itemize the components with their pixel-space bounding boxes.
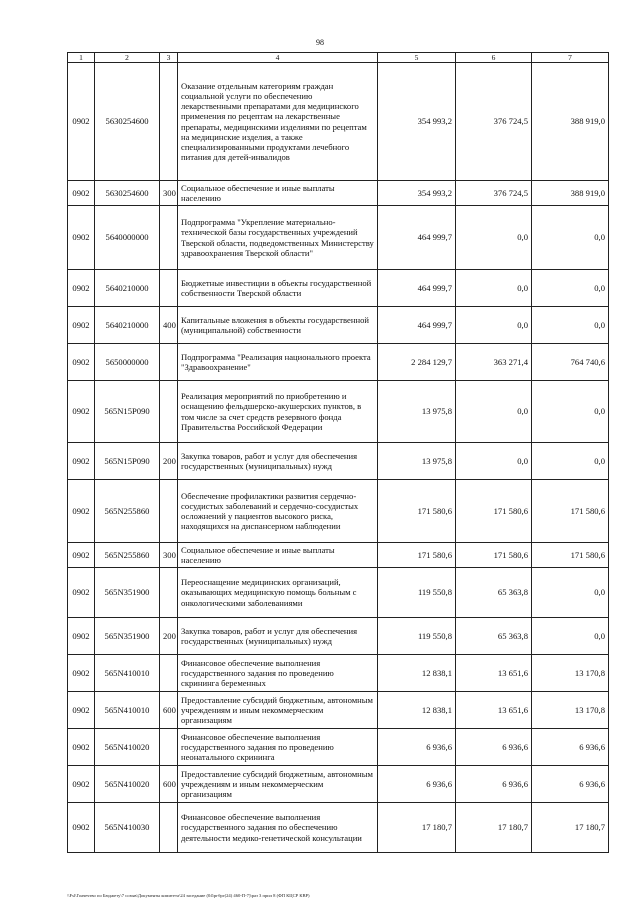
table-row — [68, 344, 609, 381]
table-row — [68, 766, 609, 803]
header-cell: 4 — [178, 53, 378, 63]
amount-year1-cell: 354 993,2 — [378, 63, 456, 181]
amount-year3-cell: 0,0 — [532, 618, 609, 655]
amount-year3-cell: 388 919,0 — [532, 181, 609, 206]
amount-year1-cell: 17 180,7 — [378, 803, 456, 853]
amount-year2-cell: 13 651,6 — [456, 655, 532, 692]
amount-year3-cell: 13 170,8 — [532, 655, 609, 692]
expense-type-cell — [160, 480, 178, 543]
description-cell: Закупка товаров, работ и услуг для обеспечения государственных (муниципальных) нужд — [178, 443, 378, 480]
header-cell: 3 — [160, 53, 178, 63]
expense-type-cell: 300 — [160, 181, 178, 206]
description-cell: Финансовое обеспечение выполнения государственного задания по проведению неонатального скрининга — [178, 729, 378, 766]
amount-year3-cell: 0,0 — [532, 443, 609, 480]
amount-year3-cell: 171 580,6 — [532, 543, 609, 568]
table-row — [68, 307, 609, 344]
target-code-cell: 5640210000 — [95, 270, 160, 307]
target-code-cell: 565N351900 — [95, 568, 160, 618]
description-cell: Капитальные вложения в объекты государственной (муниципальной) собственности — [178, 307, 378, 344]
section-cell: 0902 — [68, 381, 95, 443]
expense-type-cell: 400 — [160, 307, 178, 344]
description-cell: Оказание отдельным категориям граждан социальной услуги по обеспечению лекарственными препаратами для медицинского применения по рецептам на лекарственные препараты, медицинскими изделиями по рецептам на медицинские изделия, а также специализированными продуктами лечебного питания для детей-инвалидов — [178, 63, 378, 181]
section-cell: 0902 — [68, 766, 95, 803]
amount-year2-cell: 65 363,8 — [456, 568, 532, 618]
expense-type-cell — [160, 729, 178, 766]
expense-type-cell — [160, 381, 178, 443]
amount-year2-cell: 0,0 — [456, 443, 532, 480]
description-cell: Социальное обеспечение и иные выплаты населению — [178, 543, 378, 568]
description-cell: Финансовое обеспечение выполнения государственного задания по обеспечению деятельности медико-генетической консультации — [178, 803, 378, 853]
amount-year1-cell: 13 975,8 — [378, 381, 456, 443]
amount-year2-cell: 17 180,7 — [456, 803, 532, 853]
amount-year3-cell: 6 936,6 — [532, 729, 609, 766]
expense-type-cell — [160, 344, 178, 381]
amount-year1-cell: 119 550,8 — [378, 568, 456, 618]
section-cell: 0902 — [68, 206, 95, 270]
table-row — [68, 181, 609, 206]
expense-type-cell: 600 — [160, 766, 178, 803]
description-cell: Переоснащение медицинских организаций, оказывающих медицинскую помощь больным с онкологическими заболеваниями — [178, 568, 378, 618]
table-header-row — [68, 53, 609, 63]
amount-year2-cell: 0,0 — [456, 206, 532, 270]
amount-year3-cell: 17 180,7 — [532, 803, 609, 853]
target-code-cell: 565N351900 — [95, 618, 160, 655]
description-cell: Подпрограмма "Реализация национального проекта "Здравоохранение" — [178, 344, 378, 381]
amount-year2-cell: 376 724,5 — [456, 63, 532, 181]
amount-year2-cell: 6 936,6 — [456, 766, 532, 803]
amount-year1-cell: 464 999,7 — [378, 307, 456, 344]
table-row — [68, 63, 609, 181]
amount-year3-cell: 0,0 — [532, 381, 609, 443]
table-row — [68, 692, 609, 729]
target-code-cell: 565N15P090 — [95, 381, 160, 443]
table-row — [68, 618, 609, 655]
amount-year3-cell: 764 740,6 — [532, 344, 609, 381]
table-row — [68, 480, 609, 543]
description-cell: Предоставление субсидий бюджетным, автономным учреждениям и иным некоммерческим организациям — [178, 692, 378, 729]
table-row — [68, 543, 609, 568]
description-cell: Реализация мероприятий по приобретению и оснащению фельдшерско-акушерских пунктов, в том числе за счет средств резервного фонда Правительства Российской Федерации — [178, 381, 378, 443]
section-cell: 0902 — [68, 63, 95, 181]
section-cell: 0902 — [68, 655, 95, 692]
expense-type-cell: 200 — [160, 443, 178, 480]
footer-file-path: \\Fsl\Гоачечтво по Бюджету\7 созыв\Документы комитета\24 заседание (04\ргбрг(24) 460-П-7)\раз 3 прил 8 (ФП КЦСР КВР) — [67, 893, 310, 898]
amount-year2-cell: 65 363,8 — [456, 618, 532, 655]
section-cell: 0902 — [68, 480, 95, 543]
target-code-cell: 565N410010 — [95, 692, 160, 729]
amount-year3-cell: 388 919,0 — [532, 63, 609, 181]
section-cell: 0902 — [68, 568, 95, 618]
amount-year1-cell: 171 580,6 — [378, 480, 456, 543]
expense-type-cell — [160, 63, 178, 181]
target-code-cell: 5630254600 — [95, 181, 160, 206]
amount-year1-cell: 354 993,2 — [378, 181, 456, 206]
amount-year1-cell: 13 975,8 — [378, 443, 456, 480]
amount-year2-cell: 0,0 — [456, 381, 532, 443]
page-number: 98 — [316, 38, 324, 47]
amount-year3-cell: 13 170,8 — [532, 692, 609, 729]
amount-year3-cell: 0,0 — [532, 568, 609, 618]
expense-type-cell — [160, 655, 178, 692]
header-cell: 6 — [456, 53, 532, 63]
section-cell: 0902 — [68, 443, 95, 480]
expense-type-cell: 200 — [160, 618, 178, 655]
amount-year2-cell: 171 580,6 — [456, 480, 532, 543]
amount-year2-cell: 171 580,6 — [456, 543, 532, 568]
amount-year1-cell: 6 936,6 — [378, 729, 456, 766]
target-code-cell: 565N15P090 — [95, 443, 160, 480]
expense-type-cell — [160, 803, 178, 853]
table-row — [68, 729, 609, 766]
expense-type-cell — [160, 206, 178, 270]
amount-year2-cell: 13 651,6 — [456, 692, 532, 729]
amount-year3-cell: 171 580,6 — [532, 480, 609, 543]
amount-year1-cell: 6 936,6 — [378, 766, 456, 803]
amount-year1-cell: 12 838,1 — [378, 692, 456, 729]
target-code-cell: 565N410010 — [95, 655, 160, 692]
amount-year1-cell: 464 999,7 — [378, 270, 456, 307]
target-code-cell: 565N255860 — [95, 480, 160, 543]
amount-year1-cell: 2 284 129,7 — [378, 344, 456, 381]
amount-year2-cell: 363 271,4 — [456, 344, 532, 381]
amount-year1-cell: 12 838,1 — [378, 655, 456, 692]
table-row — [68, 655, 609, 692]
amount-year1-cell: 119 550,8 — [378, 618, 456, 655]
section-cell: 0902 — [68, 618, 95, 655]
target-code-cell: 565N410020 — [95, 766, 160, 803]
description-cell: Обеспечение профилактики развития сердечно-сосудистых заболеваний и сердечно-сосудистых осложнений у пациентов высокого риска, находящихся на диспансерном наблюдении — [178, 480, 378, 543]
target-code-cell: 5630254600 — [95, 63, 160, 181]
target-code-cell: 565N255860 — [95, 543, 160, 568]
amount-year3-cell: 0,0 — [532, 270, 609, 307]
description-cell: Подпрограмма "Укрепление материально-технической базы государственных учреждений Тверской области, подведомственных Министерству здравоохранения Тверской области" — [178, 206, 378, 270]
table-row — [68, 381, 609, 443]
amount-year3-cell: 0,0 — [532, 307, 609, 344]
budget-table — [67, 52, 609, 853]
amount-year2-cell: 376 724,5 — [456, 181, 532, 206]
description-cell: Финансовое обеспечение выполнения государственного задания по проведению скрининга беременных — [178, 655, 378, 692]
expense-type-cell: 300 — [160, 543, 178, 568]
amount-year1-cell: 171 580,6 — [378, 543, 456, 568]
section-cell: 0902 — [68, 181, 95, 206]
target-code-cell: 565N410030 — [95, 803, 160, 853]
amount-year3-cell: 0,0 — [532, 206, 609, 270]
description-cell: Закупка товаров, работ и услуг для обеспечения государственных (муниципальных) нужд — [178, 618, 378, 655]
header-cell: 5 — [378, 53, 456, 63]
description-cell: Предоставление субсидий бюджетным, автономным учреждениям и иным некоммерческим организациям — [178, 766, 378, 803]
amount-year2-cell: 6 936,6 — [456, 729, 532, 766]
expense-type-cell — [160, 568, 178, 618]
section-cell: 0902 — [68, 344, 95, 381]
description-cell: Социальное обеспечение и иные выплаты населению — [178, 181, 378, 206]
description-cell: Бюджетные инвестиции в объекты государственной собственности Тверской области — [178, 270, 378, 307]
table-row — [68, 803, 609, 853]
section-cell: 0902 — [68, 307, 95, 344]
header-cell: 1 — [68, 53, 95, 63]
table-row — [68, 443, 609, 480]
target-code-cell: 5650000000 — [95, 344, 160, 381]
section-cell: 0902 — [68, 543, 95, 568]
section-cell: 0902 — [68, 692, 95, 729]
amount-year3-cell: 6 936,6 — [532, 766, 609, 803]
section-cell: 0902 — [68, 270, 95, 307]
expense-type-cell — [160, 270, 178, 307]
amount-year2-cell: 0,0 — [456, 270, 532, 307]
amount-year1-cell: 464 999,7 — [378, 206, 456, 270]
table-row — [68, 206, 609, 270]
amount-year2-cell: 0,0 — [456, 307, 532, 344]
table-row — [68, 568, 609, 618]
target-code-cell: 5640000000 — [95, 206, 160, 270]
expense-type-cell: 600 — [160, 692, 178, 729]
header-cell: 7 — [532, 53, 609, 63]
header-cell: 2 — [95, 53, 160, 63]
section-cell: 0902 — [68, 729, 95, 766]
target-code-cell: 5640210000 — [95, 307, 160, 344]
target-code-cell: 565N410020 — [95, 729, 160, 766]
section-cell: 0902 — [68, 803, 95, 853]
table-row — [68, 270, 609, 307]
